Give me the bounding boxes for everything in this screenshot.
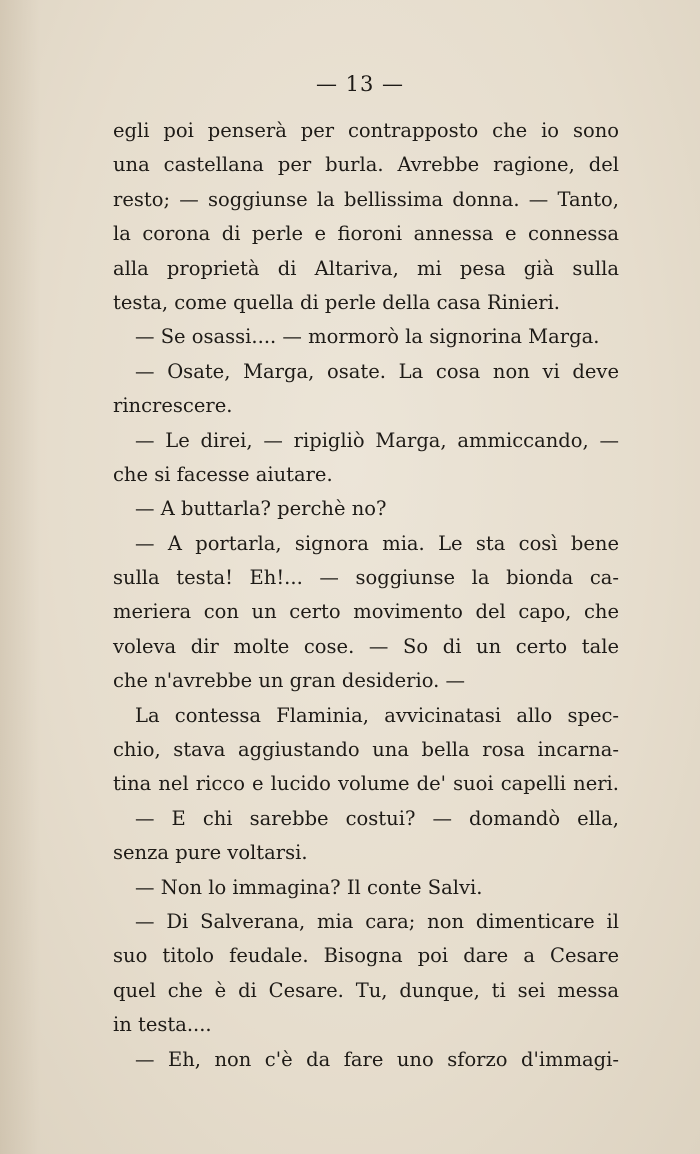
text-line: senza pure voltarsi.: [113, 841, 308, 865]
text-line: — E chi sarebbe costui? — domandò ella,: [135, 806, 619, 830]
text-line: resto; — soggiunse la bellissima donna. — Tanto,: [113, 187, 619, 211]
page-number: — 13 —: [315, 72, 405, 96]
text-line: — Le direi, — ripigliò Marga, ammiccando, —: [135, 428, 619, 452]
text-line: rincrescere.: [113, 394, 233, 418]
text-line: che si facesse aiutare.: [113, 462, 333, 486]
text-line: — A portarla, signora mia. Le sta così bene: [135, 531, 619, 555]
text-line: — Di Salverana, mia cara; non dimenticare il: [135, 909, 619, 933]
text-line: — Eh, non c'è da fare uno sforzo d'immagi-: [135, 1047, 619, 1071]
text-line: meriera con un certo movimento del capo, che: [113, 600, 619, 624]
text-line: quel che è di Cesare. Tu, dunque, ti sei messa: [113, 978, 619, 1002]
page-text: [113, 114, 619, 1077]
text-line: egli poi penserà per contrapposto che io sono: [113, 119, 619, 142]
text-line: — Se osassi.... — mormorò la signorina Marga.: [135, 325, 600, 349]
text-line: chio, stava aggiustando una bella rosa incarna-: [113, 738, 619, 762]
text-line: La contessa Flaminia, avvicinatasi allo spec-: [135, 703, 619, 727]
text-line: sulla testa! Eh!... — soggiunse la bionda ca-: [113, 566, 619, 590]
text-line: — Non lo immagina? Il conte Salvi.: [135, 875, 483, 899]
text-line: una castellana per burla. Avrebbe ragione, del: [113, 153, 619, 177]
text-line: la corona di perle e fioroni annessa e connessa: [113, 222, 619, 246]
text-line: tina nel ricco e lucido volume de' suoi capelli neri.: [113, 772, 619, 796]
text-line: testa, come quella di perle della casa Rinieri.: [113, 290, 560, 314]
text-line: voleva dir molte cose. — So di un certo tale: [113, 634, 619, 658]
text-line: suo titolo feudale. Bisogna poi dare a Cesare: [113, 944, 619, 968]
text-line: — A buttarla? perchè no?: [135, 497, 387, 521]
text-line: che n'avrebbe un gran desiderio. —: [113, 669, 465, 693]
text-line: in testa....: [113, 1013, 212, 1037]
text-line: alla proprietà di Altariva, mi pesa già sulla: [113, 256, 619, 280]
text-line: — Osate, Marga, osate. La cosa non vi deve: [135, 359, 619, 383]
